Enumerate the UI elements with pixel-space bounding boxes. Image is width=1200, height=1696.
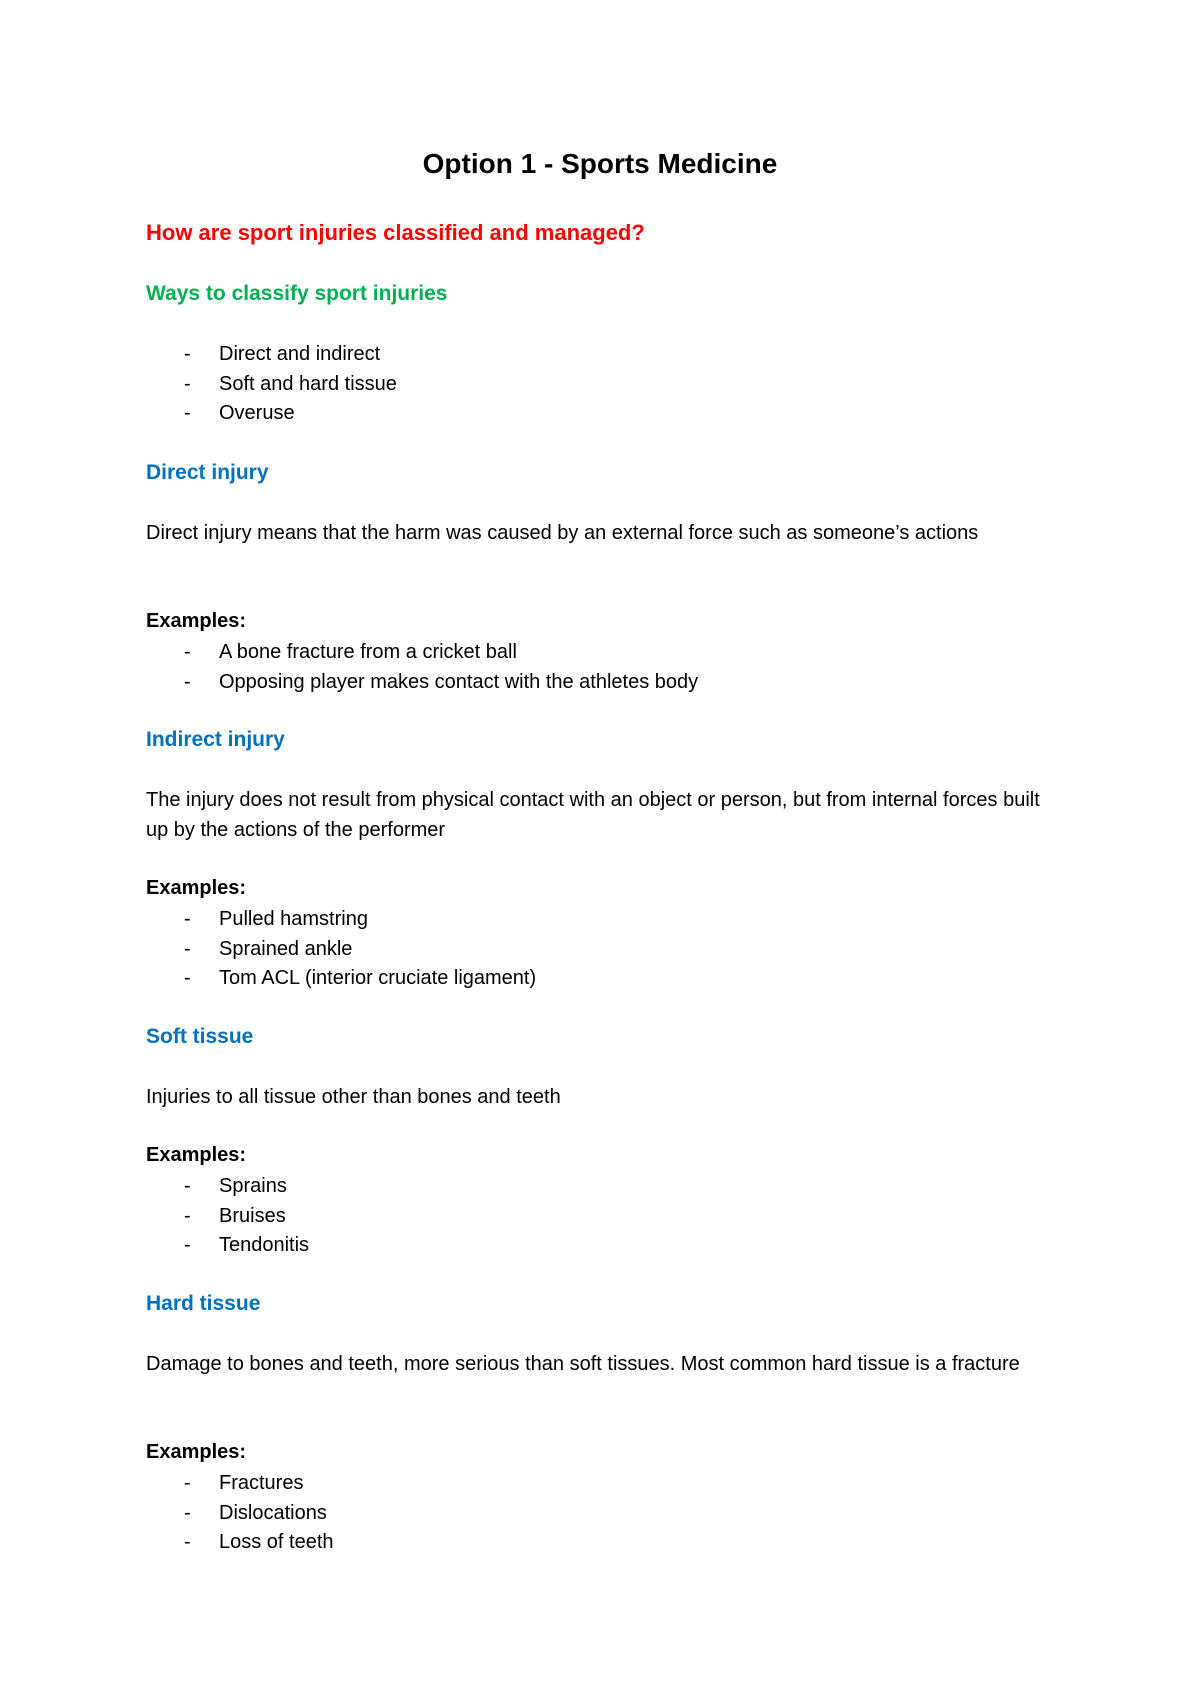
dash-marker: - — [184, 343, 191, 365]
direct-injury-heading: Direct injury — [146, 461, 269, 484]
direct-injury-text: Direct injury means that the harm was caused by an external force such as someone’s actions — [146, 522, 979, 544]
list-item — [146, 1202, 309, 1232]
list-item-text: Opposing player makes contact with the athletes body — [219, 670, 699, 693]
indirect-injury-heading: Indirect injury — [146, 728, 285, 751]
dash-marker: - — [184, 967, 191, 989]
list-item — [146, 668, 698, 698]
list-item-text: Overuse — [219, 402, 295, 424]
indirect-examples-label: Examples: — [146, 877, 247, 899]
dash-marker: - — [184, 908, 191, 930]
list-item — [146, 399, 397, 429]
dash-marker: - — [184, 937, 191, 960]
soft-tissue-text: Injuries to all tissue other than bones and teeth — [146, 1086, 561, 1108]
list-item-text: Tom ACL (interior cruciate ligament) — [219, 967, 537, 989]
dash-marker: - — [184, 1472, 191, 1494]
list-item — [146, 964, 536, 994]
list-item — [146, 638, 698, 668]
hard-tissue-text: Damage to bones and teeth, more serious than soft tissues. Most common hard tissue is a fracture — [146, 1353, 1020, 1375]
list-item — [146, 340, 397, 370]
list-item-text: Pulled hamstring — [219, 908, 368, 930]
soft-examples-list — [146, 1172, 309, 1261]
soft-tissue-heading: Soft tissue — [146, 1025, 254, 1048]
list-item — [146, 1172, 309, 1202]
list-item-text: Sprained ankle — [219, 937, 353, 960]
list-item — [146, 905, 536, 935]
dash-marker: - — [184, 641, 191, 663]
list-item-text: Tendonitis — [219, 1234, 310, 1256]
direct-examples-list — [146, 638, 698, 697]
hard-tissue-heading: Hard tissue — [146, 1292, 261, 1315]
list-item-text: Sprains — [219, 1175, 287, 1197]
direct-examples-label: Examples: — [146, 610, 247, 632]
dash-marker: - — [184, 372, 191, 395]
list-item — [146, 370, 397, 400]
list-item-text: Soft and hard tissue — [219, 372, 397, 395]
list-item-text: Loss of teeth — [219, 1531, 334, 1553]
indirect-examples-list — [146, 905, 536, 994]
list-item-text: Dislocations — [219, 1501, 327, 1524]
hard-examples-label: Examples: — [146, 1441, 247, 1463]
dash-marker: - — [184, 1531, 191, 1553]
dash-marker: - — [184, 1234, 191, 1256]
list-item-text: A bone fracture from a cricket ball — [219, 641, 517, 663]
classify-heading: Ways to classify sport injuries — [146, 282, 448, 305]
list-item — [146, 1528, 334, 1558]
main-question-heading: How are sport injuries classified and managed? — [146, 220, 645, 245]
list-item — [146, 935, 536, 965]
dash-marker: - — [184, 1501, 191, 1524]
list-item — [146, 1499, 334, 1529]
dash-marker: - — [184, 670, 191, 693]
page-title: Option 1 - Sports Medicine — [422, 148, 778, 179]
dash-marker: - — [184, 402, 191, 424]
list-item — [146, 1231, 309, 1261]
list-item-text: Fractures — [219, 1472, 304, 1494]
list-item-text: Direct and indirect — [219, 343, 381, 365]
classify-list — [146, 340, 397, 429]
dash-marker: - — [184, 1204, 191, 1227]
dash-marker: - — [184, 1175, 191, 1197]
indirect-injury-text: The injury does not result from physical contact with an object or person, but from internal forces built up by the actions of the performer — [146, 789, 1040, 841]
soft-examples-label: Examples: — [146, 1144, 247, 1166]
hard-examples-list — [146, 1469, 334, 1558]
list-item — [146, 1469, 334, 1499]
list-item-text: Bruises — [219, 1204, 286, 1227]
